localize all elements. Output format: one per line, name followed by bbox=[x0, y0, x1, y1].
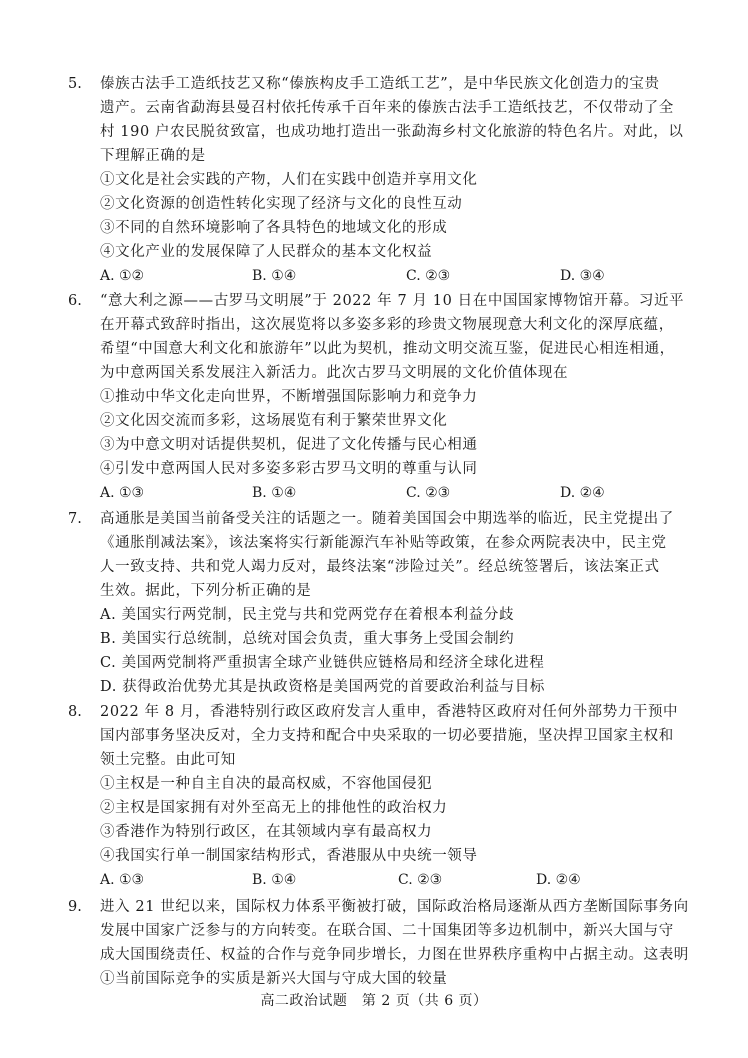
option-b[interactable]: B. ①④ bbox=[252, 485, 297, 501]
option-b[interactable]: B. ①④ bbox=[252, 268, 297, 284]
question-stem-line: 生效。据此，下列分析正确的是 bbox=[100, 583, 312, 599]
statement: ①推动中华文化走向世界，不断增强国际影响力和竞争力 bbox=[100, 389, 478, 405]
question-stem-line: 为中意两国关系发展注入新活力。此次古罗马文明展的文化价值体现在 bbox=[100, 365, 569, 381]
question-number: 7. bbox=[68, 511, 82, 527]
option-c[interactable]: C. ②③ bbox=[398, 872, 443, 888]
question-stem-line: 发展中国家广泛参与的方向转变。在联合国、二十国集团等多边机制中，新兴大国与守 bbox=[100, 923, 674, 939]
choice-a[interactable]: A. 美国实行两党制，民主党与共和党两党存在着根本利益分歧 bbox=[100, 607, 515, 623]
question-stem-line: 领土完整。由此可知 bbox=[100, 752, 236, 768]
question-number: 6. bbox=[68, 293, 82, 309]
question-stem-line: 《通胀削减法案》，该法案将实行新能源汽车补贴等政策，在参众两院表决中，民主党 bbox=[100, 535, 667, 551]
statement: ④引发中意两国人民对多姿多彩古罗马文明的尊重与认同 bbox=[100, 461, 478, 477]
option-c[interactable]: C. ②③ bbox=[406, 268, 451, 284]
question-stem-line: 国内部事务坚决反对，全力支持和配合中央采取的一切必要措施，坚决捍卫国家主权和 bbox=[100, 728, 674, 744]
option-a[interactable]: A. ①③ bbox=[100, 872, 145, 888]
option-a[interactable]: A. ①③ bbox=[100, 485, 145, 501]
option-d[interactable]: D. ②④ bbox=[536, 872, 581, 888]
statement: ③香港作为特别行政区，在其领域内享有最高权力 bbox=[100, 824, 433, 840]
option-b[interactable]: B. ①④ bbox=[252, 872, 297, 888]
statement: ②文化资源的创造性转化实现了经济与文化的良性互动 bbox=[100, 196, 463, 212]
statement: ①主权是一种自主自决的最高权威，不容他国侵犯 bbox=[100, 776, 433, 792]
option-c[interactable]: C. ②③ bbox=[406, 485, 451, 501]
question-stem-line: 人一致支持、共和党人竭力反对，最终法案“涉险过关”。经总统签署后，该法案正式 bbox=[100, 559, 660, 575]
choice-b[interactable]: B. 美国实行总统制，总统对国会负责，重大事务上受国会制约 bbox=[100, 631, 515, 647]
choice-d[interactable]: D. 获得政治优势尤其是执政资格是美国两党的首要政治利益与目标 bbox=[100, 679, 545, 695]
question-stem-line: 成大国围绕责任、权益的合作与竞争同步增长，力图在世界秩序重构中占据主动。这表明 bbox=[100, 947, 689, 963]
question-stem-line: 遗产。云南省勐海县曼召村依托传承千百年来的傣族古法手工造纸技艺，不仅带动了全 bbox=[100, 100, 674, 116]
question-number: 5. bbox=[68, 76, 82, 92]
question-number: 8. bbox=[68, 704, 82, 720]
statement: ③不同的自然环境影响了各具特色的地域文化的形成 bbox=[100, 220, 448, 236]
question-stem-line: 高通胀是美国当前备受关注的话题之一。随着美国国会中期选举的临近，民主党提出了 bbox=[100, 511, 674, 527]
statement: ②主权是国家拥有对外至高无上的排他性的政治权力 bbox=[100, 800, 448, 816]
question-stem-line: 进入 21 世纪以来，国际权力体系平衡被打破，国际政治格局逐渐从西方垄断国际事务向 bbox=[100, 899, 689, 915]
question-stem-line: 希望“中国意大利文化和旅游年”以此为契机，推动文明交流互鉴，促进民心相连相通， bbox=[100, 341, 675, 357]
option-d[interactable]: D. ③④ bbox=[560, 268, 605, 284]
choice-c[interactable]: C. 美国两党制将严重损害全球产业链供应链格局和经济全球化进程 bbox=[100, 655, 545, 671]
option-a[interactable]: A. ①② bbox=[100, 268, 145, 284]
statement: ②文化因交流而多彩，这场展览有利于繁荣世界文化 bbox=[100, 413, 448, 429]
question-stem-line: 2022 年 8 月，香港特别行政区政府发言人重申，香港特区政府对任何外部势力干预中 bbox=[100, 704, 679, 720]
statement: ③为中意文明对话提供契机，促进了文化传播与民心相通 bbox=[100, 437, 478, 453]
page-footer: 高二政治试题 第 2 页（共 6 页） bbox=[260, 993, 488, 1009]
statement: ④我国实行单一制国家结构形式，香港服从中央统一领导 bbox=[100, 848, 478, 864]
statement: ④文化产业的发展保障了人民群众的基本文化权益 bbox=[100, 244, 433, 260]
question-number: 9. bbox=[68, 899, 82, 915]
question-stem-line: 在开幕式致辞时指出，这次展览将以多姿多彩的珍贵文物展现意大利文化的深厚底蕴， bbox=[100, 317, 674, 333]
question-stem-line: “意大利之源——古罗马文明展”于 2022 年 7 月 10 日在中国国家博物馆开幕。习近平 bbox=[100, 293, 685, 309]
question-stem-line: 村 190 户农民脱贫致富，也成功地打造出一张勐海乡村文化旅游的特色名片。对此，以 bbox=[100, 124, 684, 140]
statement: ①文化是社会实践的产物，人们在实践中创造并享用文化 bbox=[100, 172, 478, 188]
option-d[interactable]: D. ②④ bbox=[560, 485, 605, 501]
question-stem-line: 傣族古法手工造纸技艺又称“傣族构皮手工造纸工艺”，是中华民族文化创造力的宝贵 bbox=[100, 76, 660, 92]
question-stem-line: 下理解正确的是 bbox=[100, 148, 206, 164]
statement: ①当前国际竞争的实质是新兴大国与守成大国的较量 bbox=[100, 971, 448, 987]
